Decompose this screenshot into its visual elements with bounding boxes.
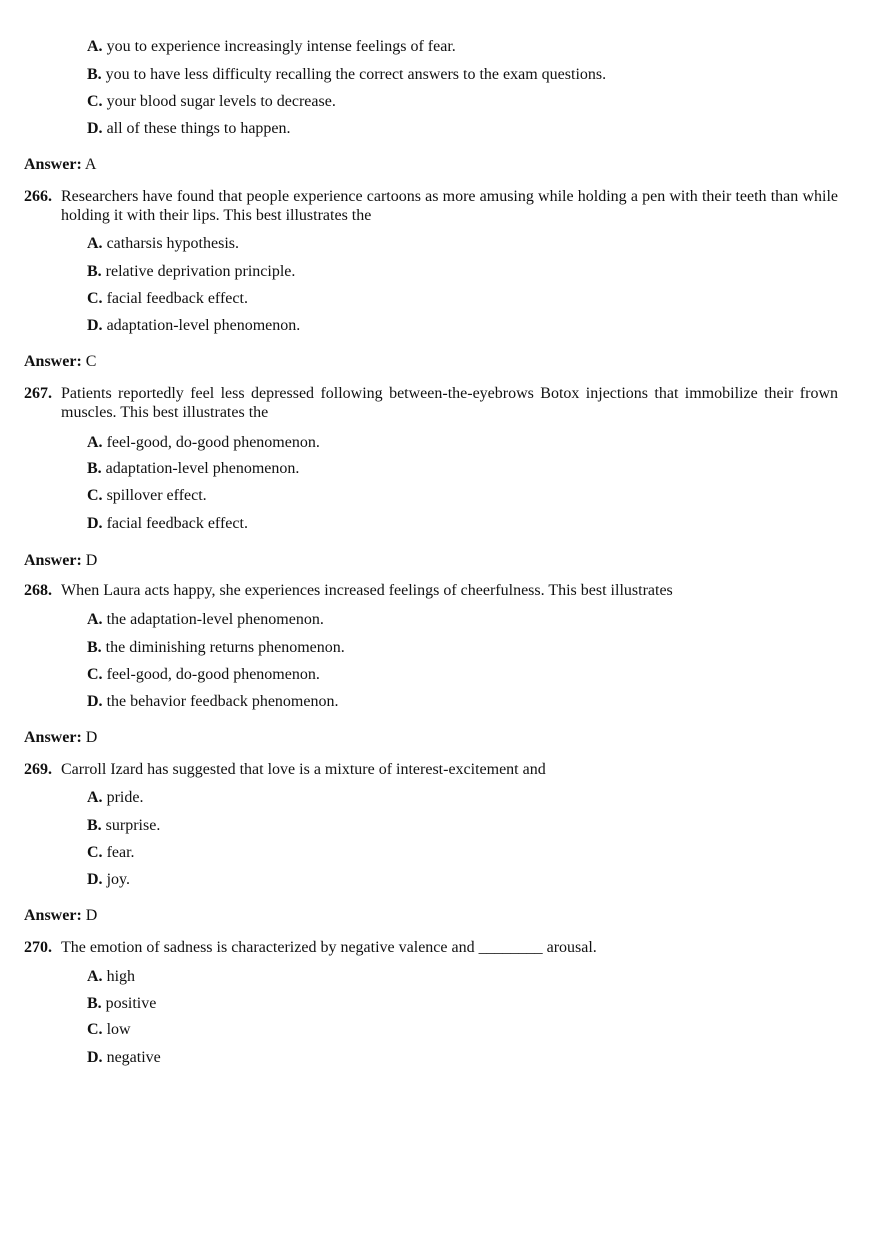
option-letter: A. bbox=[87, 38, 103, 55]
option-text: feel-good, do-good phenomenon. bbox=[106, 666, 320, 683]
question-269 bbox=[24, 760, 838, 779]
option-text: high bbox=[106, 968, 136, 985]
answer-267 bbox=[24, 551, 97, 571]
question-number: 270. bbox=[24, 939, 52, 956]
answer-value: A bbox=[84, 156, 97, 173]
option-268-a bbox=[87, 610, 324, 630]
option-text: the diminishing returns phenomenon. bbox=[105, 639, 345, 656]
option-text: the behavior feedback phenomenon. bbox=[106, 693, 339, 710]
option-269-b bbox=[87, 816, 160, 836]
option-text: feel-good, do-good phenomenon. bbox=[106, 434, 320, 451]
option-text: joy. bbox=[106, 871, 130, 888]
option-text: positive bbox=[105, 995, 157, 1012]
option-text: the adaptation-level phenomenon. bbox=[106, 611, 324, 628]
option-letter: D. bbox=[87, 515, 103, 532]
question-266 bbox=[24, 187, 838, 225]
answer-label: Answer: bbox=[24, 729, 82, 746]
question-270 bbox=[24, 938, 838, 957]
answer-268 bbox=[24, 728, 97, 748]
answer-label: Answer: bbox=[24, 552, 82, 569]
answer-value: C bbox=[85, 353, 97, 370]
option-269-c bbox=[87, 843, 135, 863]
answer-label: Answer: bbox=[24, 353, 82, 370]
option-letter: B. bbox=[87, 263, 102, 280]
option-letter: A. bbox=[87, 611, 103, 628]
option-270-c bbox=[87, 1020, 131, 1040]
option-text: facial feedback effect. bbox=[106, 290, 248, 307]
option-268-d bbox=[87, 692, 338, 712]
option-269-a bbox=[87, 788, 143, 808]
answer-269 bbox=[24, 906, 97, 926]
option-text: low bbox=[106, 1021, 131, 1038]
option-letter: A. bbox=[87, 434, 103, 451]
option-268-b bbox=[87, 638, 345, 658]
option-letter: D. bbox=[87, 693, 103, 710]
option-letter: C. bbox=[87, 487, 103, 504]
question-268 bbox=[24, 581, 838, 600]
option-270-a bbox=[87, 967, 135, 987]
option-text: pride. bbox=[106, 789, 144, 806]
answer-value: D bbox=[85, 729, 98, 746]
answer-label: Answer: bbox=[24, 156, 82, 173]
option-letter: A. bbox=[87, 235, 103, 252]
option-text: negative bbox=[106, 1049, 161, 1066]
option-letter: B. bbox=[87, 66, 102, 83]
option-267-d bbox=[87, 514, 248, 534]
option-269-d bbox=[87, 870, 130, 890]
question-text: When Laura acts happy, she experiences increased feelings of cheerfulness. This best illustrates bbox=[61, 582, 673, 599]
question-number: 267. bbox=[24, 385, 52, 402]
answer-265 bbox=[24, 155, 96, 175]
question-text: Patients reportedly feel less depressed following between-the-eyebrows Botox injections that immobilize their frown muscles. This best illustrates the bbox=[61, 385, 838, 421]
option-text: facial feedback effect. bbox=[106, 515, 248, 532]
option-267-c bbox=[87, 486, 207, 506]
option-270-d bbox=[87, 1048, 161, 1068]
option-text: adaptation-level phenomenon. bbox=[106, 317, 301, 334]
option-text: surprise. bbox=[105, 817, 161, 834]
option-text: fear. bbox=[106, 844, 135, 861]
question-text: Carroll Izard has suggested that love is a mixture of interest-excitement and bbox=[61, 761, 546, 778]
question-number: 266. bbox=[24, 188, 52, 205]
option-267-a bbox=[87, 433, 320, 453]
option-text: catharsis hypothesis. bbox=[106, 235, 239, 252]
option-letter: D. bbox=[87, 871, 103, 888]
answer-value: D bbox=[85, 552, 98, 569]
option-267-b bbox=[87, 459, 299, 479]
answer-label: Answer: bbox=[24, 907, 82, 924]
option-letter: C. bbox=[87, 93, 103, 110]
option-265-b bbox=[87, 65, 606, 85]
option-270-b bbox=[87, 994, 156, 1014]
option-266-c bbox=[87, 289, 248, 309]
option-265-d bbox=[87, 119, 291, 139]
option-text: relative deprivation principle. bbox=[105, 263, 296, 280]
option-265-c bbox=[87, 92, 336, 112]
option-265-a bbox=[87, 37, 456, 57]
option-266-a bbox=[87, 234, 239, 254]
option-text: adaptation-level phenomenon. bbox=[105, 460, 300, 477]
option-266-b bbox=[87, 262, 295, 282]
question-267 bbox=[24, 384, 838, 422]
option-letter: C. bbox=[87, 844, 103, 861]
option-text: all of these things to happen. bbox=[106, 120, 291, 137]
option-text: your blood sugar levels to decrease. bbox=[106, 93, 336, 110]
option-letter: B. bbox=[87, 995, 102, 1012]
question-number: 269. bbox=[24, 761, 52, 778]
question-number: 268. bbox=[24, 582, 52, 599]
option-letter: C. bbox=[87, 666, 103, 683]
option-letter: D. bbox=[87, 317, 103, 334]
option-letter: A. bbox=[87, 789, 103, 806]
answer-266 bbox=[24, 352, 96, 372]
option-letter: D. bbox=[87, 120, 103, 137]
option-266-d bbox=[87, 316, 300, 336]
option-letter: B. bbox=[87, 817, 102, 834]
question-text: The emotion of sadness is characterized by negative valence and ________ arousal. bbox=[61, 939, 597, 956]
option-text: you to have less difficulty recalling the correct answers to the exam questions. bbox=[105, 66, 607, 83]
option-letter: C. bbox=[87, 1021, 103, 1038]
option-268-c bbox=[87, 665, 320, 685]
question-text: Researchers have found that people experience cartoons as more amusing while holding a pen with their teeth than while holding it with their lips. This best illustrates the bbox=[61, 188, 838, 224]
option-text: spillover effect. bbox=[106, 487, 207, 504]
answer-value: D bbox=[85, 907, 98, 924]
option-text: you to experience increasingly intense feelings of fear. bbox=[106, 38, 456, 55]
option-letter: C. bbox=[87, 290, 103, 307]
option-letter: D. bbox=[87, 1049, 103, 1066]
option-letter: B. bbox=[87, 460, 102, 477]
option-letter: A. bbox=[87, 968, 103, 985]
option-letter: B. bbox=[87, 639, 102, 656]
